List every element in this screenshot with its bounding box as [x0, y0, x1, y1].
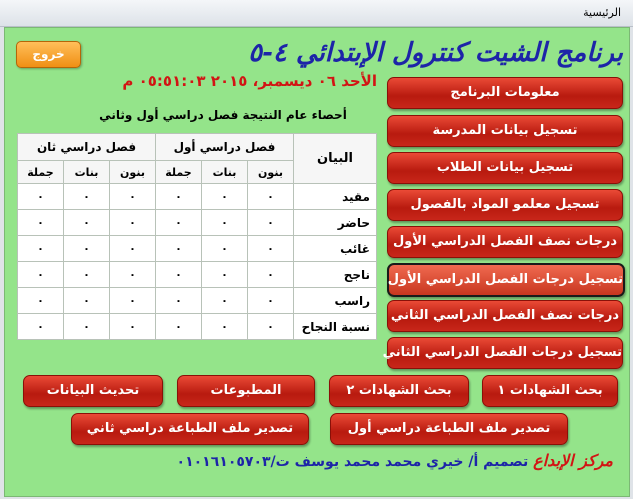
designer-credit: تصميم أ/ خيري محمد محمد يوسف ت/٠١٠١٦١٠٥٧٠٣	[176, 454, 529, 470]
table-row	[18, 262, 377, 288]
table-cell: ٠	[248, 184, 294, 210]
center-name: مركز الإبداع	[533, 451, 613, 470]
table-cell: ٠	[156, 210, 202, 236]
stats-table	[17, 133, 377, 340]
main-form	[4, 27, 630, 497]
table-row	[18, 210, 377, 236]
table-cell: ٠	[202, 314, 248, 340]
exit-button[interactable]: خروج	[16, 41, 81, 68]
term1-total-header: جملة	[156, 161, 202, 184]
table-row	[18, 288, 377, 314]
table-cell: ٠	[248, 288, 294, 314]
term1-header: فصل دراسي أول	[156, 134, 294, 161]
page-title: برنامج الشيت كنترول الإبتدائي ٤-٥	[248, 38, 623, 68]
table-cell: ٠	[110, 210, 156, 236]
table-cell: ٠	[18, 210, 64, 236]
footer-credits	[11, 451, 613, 470]
table-cell: ٠	[110, 314, 156, 340]
table-cell: ٠	[18, 288, 64, 314]
table-cell: ٠	[110, 184, 156, 210]
term2-header: فصل دراسي ثان	[18, 134, 156, 161]
table-cell: ٠	[18, 314, 64, 340]
table-cell: ٠	[156, 184, 202, 210]
table-cell: ٠	[202, 236, 248, 262]
export-print-term1-button[interactable]: تصدير ملف الطباعة دراسي أول	[330, 413, 568, 445]
term2-boys-header: بنون	[110, 161, 156, 184]
table-cell: ٠	[248, 210, 294, 236]
row-label: نسبة النجاح	[294, 314, 377, 340]
table-cell: ٠	[202, 262, 248, 288]
school-data-button[interactable]: تسجيل بيانات المدرسة	[387, 115, 623, 147]
table-cell: ٠	[156, 262, 202, 288]
row-label: راسب	[294, 288, 377, 314]
row-label: غائب	[294, 236, 377, 262]
certificates-search-1-button[interactable]: بحث الشهادات ١	[482, 375, 618, 407]
table-cell: ٠	[110, 236, 156, 262]
term1-girls-header: بنات	[202, 161, 248, 184]
table-cell: ٠	[110, 262, 156, 288]
table-row	[18, 314, 377, 340]
table-cell: ٠	[202, 184, 248, 210]
refresh-data-button[interactable]: تحديث البيانات	[23, 375, 163, 407]
prints-button[interactable]: المطبوعات	[177, 375, 315, 407]
table-cell: ٠	[64, 314, 110, 340]
term1-boys-header: بنون	[248, 161, 294, 184]
table-cell: ٠	[18, 262, 64, 288]
table-row	[18, 236, 377, 262]
midterm1-grades-button[interactable]: درجات نصف الفصل الدراسي الأول	[387, 226, 623, 258]
term2-total-header: جملة	[18, 161, 64, 184]
table-cell: ٠	[248, 314, 294, 340]
window-titlebar	[0, 0, 633, 27]
table-cell: ٠	[248, 236, 294, 262]
table-cell: ٠	[156, 288, 202, 314]
table-cell: ٠	[64, 210, 110, 236]
row-label: ناجح	[294, 262, 377, 288]
form-tab-title[interactable]: الرئيسية	[583, 6, 621, 19]
row-label: مقيد	[294, 184, 377, 210]
table-cell: ٠	[110, 288, 156, 314]
stats-label-header: البيان	[294, 134, 377, 184]
table-cell: ٠	[64, 262, 110, 288]
table-cell: ٠	[248, 262, 294, 288]
term2-girls-header: بنات	[64, 161, 110, 184]
table-cell: ٠	[156, 314, 202, 340]
table-cell: ٠	[18, 184, 64, 210]
row-label: حاضر	[294, 210, 377, 236]
export-print-term2-button[interactable]: تصدير ملف الطباعة دراسي ثاني	[71, 413, 309, 445]
stats-title: أحصاء عام النتيجة فصل دراسي أول وثاني	[99, 108, 347, 122]
subject-teachers-button[interactable]: تسجيل معلمو المواد بالفصول	[387, 189, 623, 221]
midterm2-grades-button[interactable]: درجات نصف الفصل الدراسي الثاني	[387, 300, 623, 332]
table-cell: ٠	[64, 288, 110, 314]
term1-grades-button[interactable]: تسجيل درجات الفصل الدراسي الأول	[387, 263, 625, 297]
table-cell: ٠	[64, 236, 110, 262]
table-cell: ٠	[18, 236, 64, 262]
table-row	[18, 184, 377, 210]
students-data-button[interactable]: تسجيل بيانات الطلاب	[387, 152, 623, 184]
program-info-button[interactable]: معلومات البرنامج	[387, 77, 623, 109]
table-cell: ٠	[202, 288, 248, 314]
certificates-search-2-button[interactable]: بحث الشهادات ٢	[329, 375, 469, 407]
table-cell: ٠	[156, 236, 202, 262]
table-cell: ٠	[202, 210, 248, 236]
term2-grades-button[interactable]: تسجيل درجات الفصل الدراسي الثاني	[387, 337, 623, 369]
table-cell: ٠	[64, 184, 110, 210]
current-datetime: الأحد ٠٦ ديسمبر، ٢٠١٥ ٠٥:٥١:٠٣ م	[122, 72, 377, 90]
